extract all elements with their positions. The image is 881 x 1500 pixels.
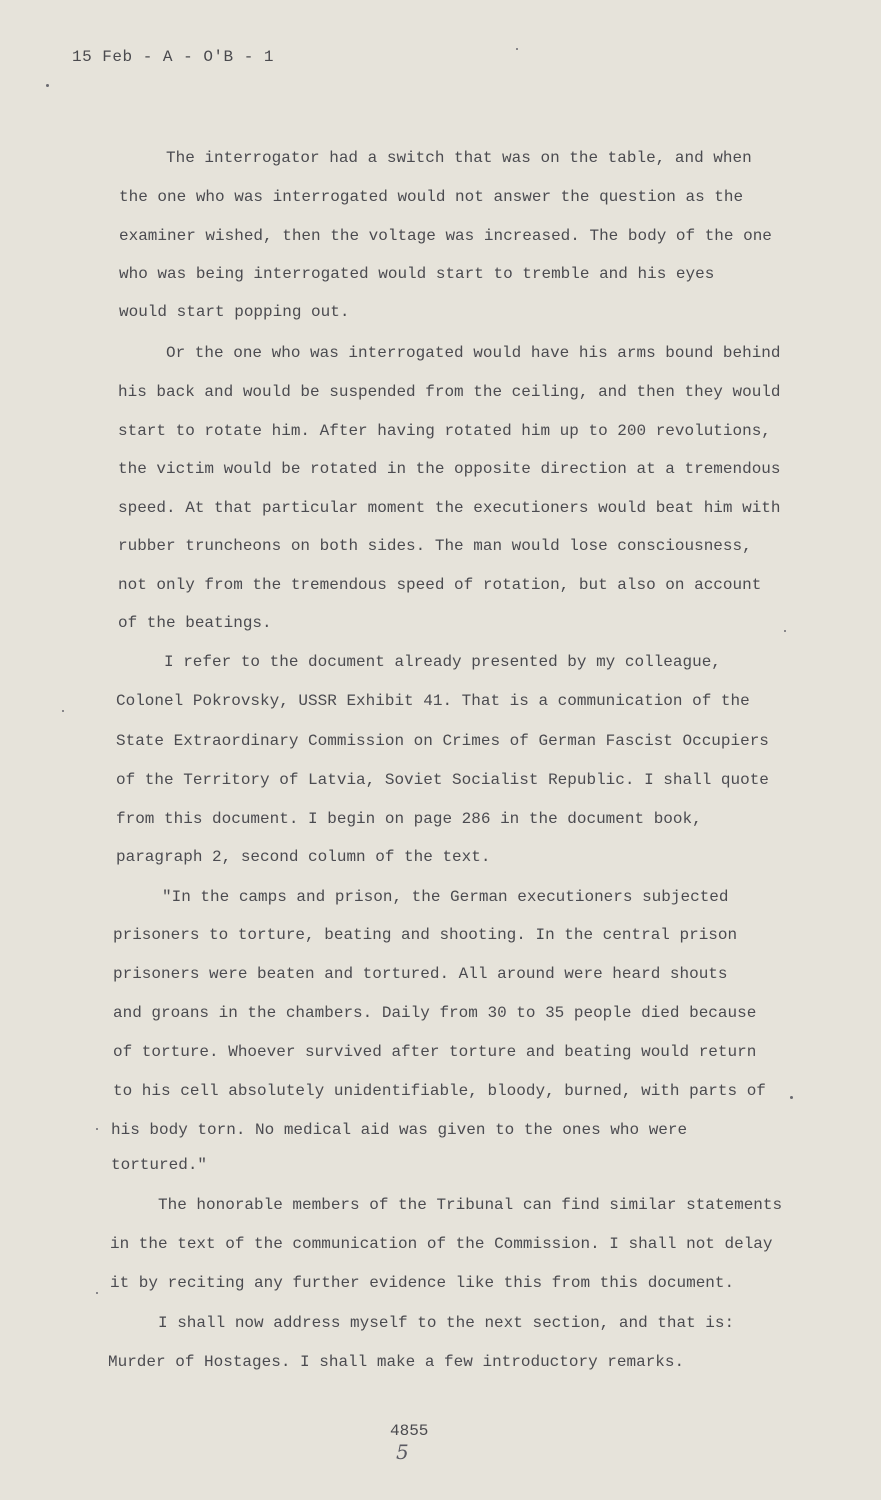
paper-speck	[790, 1096, 793, 1099]
text-line: of torture. Whoever survived after torture and beating would return	[113, 1043, 757, 1061]
text-line: it by reciting any further evidence like this from this document.	[110, 1274, 735, 1292]
paper-speck	[62, 710, 64, 712]
paper-speck	[46, 84, 49, 87]
text-line: I shall now address myself to the next section, and that is:	[158, 1314, 735, 1332]
text-line: tortured."	[111, 1156, 208, 1174]
text-line: The honorable members of the Tribunal can find similar statements	[158, 1196, 783, 1214]
text-line: Colonel Pokrovsky, USSR Exhibit 41. That is a communication of the	[116, 692, 750, 710]
text-line: Murder of Hostages. I shall make a few introductory remarks.	[108, 1353, 685, 1371]
text-line: in the text of the communication of the Commission. I shall not delay	[110, 1235, 773, 1253]
text-line: start to rotate him. After having rotated him up to 200 revolutions,	[118, 422, 771, 440]
text-line: Or the one who was interrogated would have his arms bound behind	[166, 344, 781, 362]
text-line: the one who was interrogated would not answer the question as the	[119, 188, 744, 206]
paper-speck	[96, 1128, 98, 1130]
text-line: the victim would be rotated in the opposite direction at a tremendous	[118, 460, 781, 478]
page-reference-header: 15 Feb - A - O'B - 1	[72, 48, 275, 66]
paper-speck	[516, 48, 518, 50]
text-line: prisoners to torture, beating and shooting. In the central prison	[113, 926, 738, 944]
paper-speck	[784, 630, 786, 632]
handwritten-page-number: 5	[396, 1440, 409, 1464]
text-line: speed. At that particular moment the executioners would beat him with	[118, 499, 781, 517]
text-line: paragraph 2, second column of the text.	[116, 848, 491, 866]
text-line: his body torn. No medical aid was given to the ones who were	[111, 1121, 688, 1139]
text-line: would start popping out.	[119, 303, 350, 321]
text-line: from this document. I begin on page 286 in the document book,	[116, 810, 702, 828]
text-line: of the beatings.	[118, 614, 272, 632]
text-line: "In the camps and prison, the German executioners subjected	[162, 888, 729, 906]
typed-page-number: 4855	[390, 1422, 429, 1440]
text-line: his back and would be suspended from the ceiling, and then they would	[118, 383, 781, 401]
text-line: not only from the tremendous speed of rotation, but also on account	[118, 576, 762, 594]
text-line: to his cell absolutely unidentifiable, bloody, burned, with parts of	[113, 1082, 766, 1100]
paper-speck	[96, 1292, 98, 1294]
text-line: of the Territory of Latvia, Soviet Socialist Republic. I shall quote	[116, 771, 769, 789]
text-line: State Extraordinary Commission on Crimes of German Fascist Occupiers	[116, 732, 769, 750]
text-line: I refer to the document already presented by my colleague,	[164, 653, 721, 671]
text-line: who was being interrogated would start to tremble and his eyes	[119, 265, 715, 283]
text-line: prisoners were beaten and tortured. All around were heard shouts	[113, 965, 728, 983]
text-line: The interrogator had a switch that was on the table, and when	[166, 149, 752, 167]
text-line: and groans in the chambers. Daily from 30 to 35 people died because	[113, 1004, 757, 1022]
text-line: examiner wished, then the voltage was increased. The body of the one	[119, 227, 772, 245]
text-line: rubber truncheons on both sides. The man would lose consciousness,	[118, 537, 752, 555]
